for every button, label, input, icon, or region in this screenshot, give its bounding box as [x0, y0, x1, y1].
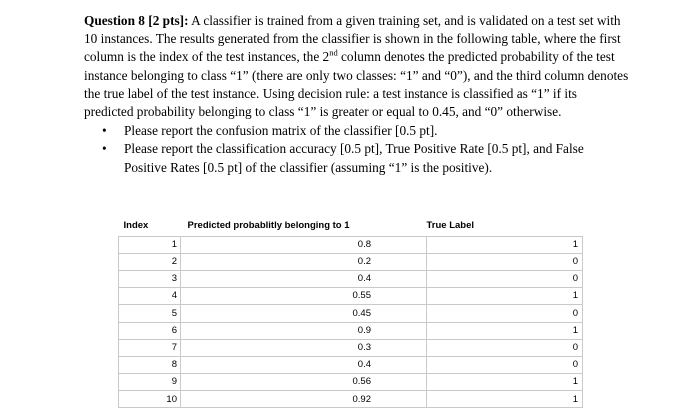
cell-probability: 0.3: [181, 339, 427, 356]
task-list: [84, 122, 629, 177]
table-row: [119, 236, 583, 253]
cell-probability: 0.4: [181, 356, 427, 373]
table-row: [119, 288, 583, 305]
table-row: [119, 339, 583, 356]
cell-index: 6: [119, 322, 181, 339]
cell-true-label: 0: [427, 356, 583, 373]
cell-index: 4: [119, 288, 181, 305]
table-row: [119, 253, 583, 270]
task-item-rates: [84, 140, 629, 176]
cell-index: 8: [119, 356, 181, 373]
table-row: [119, 374, 583, 391]
cell-true-label: 0: [427, 270, 583, 287]
cell-index: 2: [119, 253, 181, 270]
table-header-row: [119, 219, 583, 236]
cell-probability: 0.92: [181, 391, 427, 408]
cell-probability: 0.56: [181, 374, 427, 391]
bullet-icon: •: [102, 123, 107, 139]
cell-true-label: 1: [427, 322, 583, 339]
cell-probability: 0.9: [181, 322, 427, 339]
task-text: Please report the classification accuracy [0.5 pt], True Positive Rate [0.5 pt], and False Positive Rates [0.5 pt] of the classifier (assuming “1” is the positive).: [124, 141, 584, 175]
cell-probability: 0.2: [181, 253, 427, 270]
cell-index: 9: [119, 374, 181, 391]
table-row: [119, 322, 583, 339]
question-heading: Question 8 [2 pts]:: [84, 13, 189, 28]
cell-index: 3: [119, 270, 181, 287]
cell-true-label: 1: [427, 236, 583, 253]
cell-true-label: 0: [427, 305, 583, 322]
results-table: [118, 219, 583, 408]
task-item-confusion-matrix: [84, 122, 629, 140]
cell-index: 5: [119, 305, 181, 322]
cell-probability: 0.55: [181, 288, 427, 305]
header-index: Index: [123, 220, 149, 231]
header-probability: Predicted probablitly belonging to 1: [187, 220, 350, 231]
cell-probability: 0.4: [181, 270, 427, 287]
cell-true-label: 1: [427, 391, 583, 408]
task-text: Please report the confusion matrix of the classifier [0.5 pt].: [124, 123, 438, 139]
table-row: [119, 356, 583, 373]
question-paragraph: [84, 12, 629, 121]
bullet-icon: •: [102, 141, 107, 157]
question-intro-part-1: A classifier is trained from a given training set, and is validated on a test set with 10 instances. The results generated from the classifier is shown in the following table, where the first column is the index of the test instances, the 2: [84, 13, 621, 65]
cell-true-label: 0: [427, 339, 583, 356]
question-intro-part-2: column denotes the predicted probability of the test instance belonging to class “1” (there are only two classes: “1” and “0”), and the third column denotes the true label of the test instance. Using decision rule: a test instance is classified as “1” if its predicted probability belonging to class “1” is greater or equal to 0.45, and “0” otherwise.: [84, 49, 629, 120]
table-row: [119, 305, 583, 322]
question-block: [84, 12, 629, 177]
cell-probability: 0.8: [181, 236, 427, 253]
table-row: [119, 391, 583, 408]
ordinal-superscript: nd: [329, 47, 338, 58]
cell-index: 7: [119, 339, 181, 356]
cell-index: 1: [119, 236, 181, 253]
cell-true-label: 1: [427, 288, 583, 305]
table-row: [119, 270, 583, 287]
cell-true-label: 1: [427, 374, 583, 391]
cell-true-label: 0: [427, 253, 583, 270]
cell-probability: 0.45: [181, 305, 427, 322]
table-body: [119, 236, 583, 408]
header-true-label: True Label: [426, 220, 475, 231]
cell-index: 10: [119, 391, 181, 408]
